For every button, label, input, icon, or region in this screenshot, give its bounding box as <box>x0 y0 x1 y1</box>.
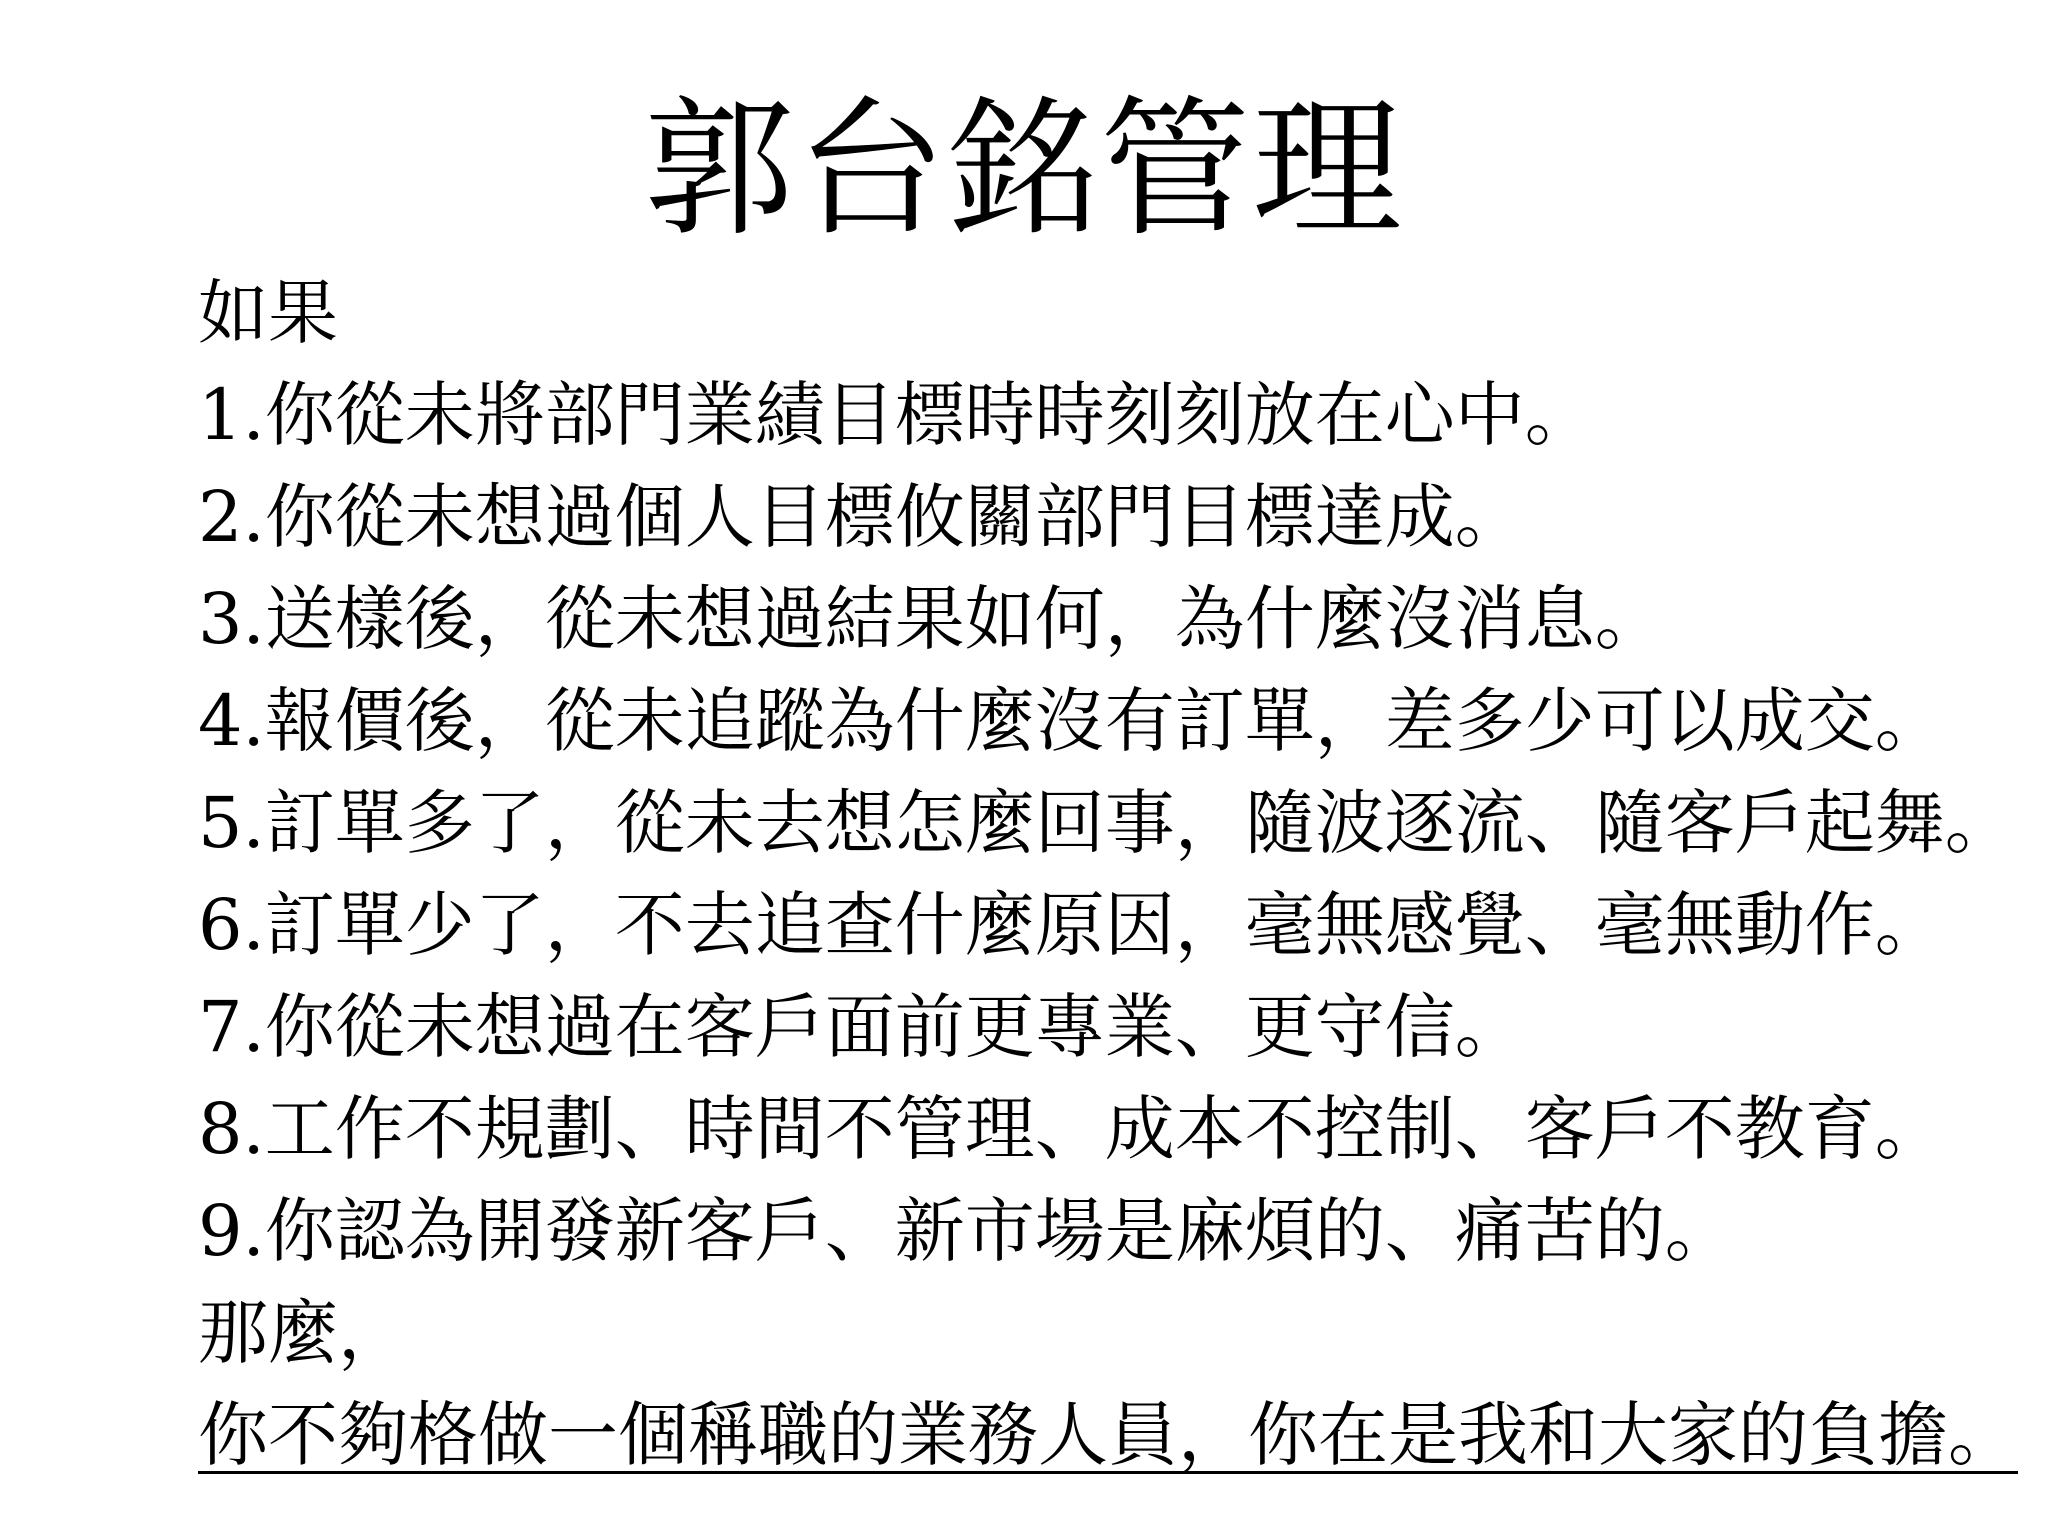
intro-line: 如果 <box>198 272 338 354</box>
list-item-4: 4.報價後，從未追蹤為什麼沒有訂單，差多少可以成交。 <box>198 680 1945 762</box>
list-item-1: 1.你從未將部門業績目標時時刻刻放在心中。 <box>198 374 1595 456</box>
slide-body <box>198 262 2018 1486</box>
list-item-8: 8.工作不規劃、時間不管理、成本不控制、客戶不教育。 <box>198 1088 1945 1170</box>
list-item-3: 3.送樣後，從未想過結果如何，為什麼沒消息。 <box>198 578 1665 660</box>
list-item-2: 2.你從未想過個人目標攸關部門目標達成。 <box>198 476 1525 558</box>
list-item-9: 9.你認為開發新客戶、新市場是麻煩的、痛苦的。 <box>198 1190 1735 1272</box>
list-item-7: 7.你從未想過在客戶面前更專業、更守信。 <box>198 986 1525 1068</box>
list-item-6: 6.訂單少了，不去追查什麼原因，毫無感覺、毫無動作。 <box>198 884 1945 966</box>
conclusion-line: 你不夠格做一個稱職的業務人員，你在是我和大家的負擔。 <box>198 1394 2018 1476</box>
slide-title: 郭台銘管理 <box>643 83 1404 257</box>
list-item-5: 5.訂單多了，從未去想怎麼回事，隨波逐流、隨客戶起舞。 <box>198 782 2015 864</box>
then-line: 那麼， <box>198 1292 408 1374</box>
